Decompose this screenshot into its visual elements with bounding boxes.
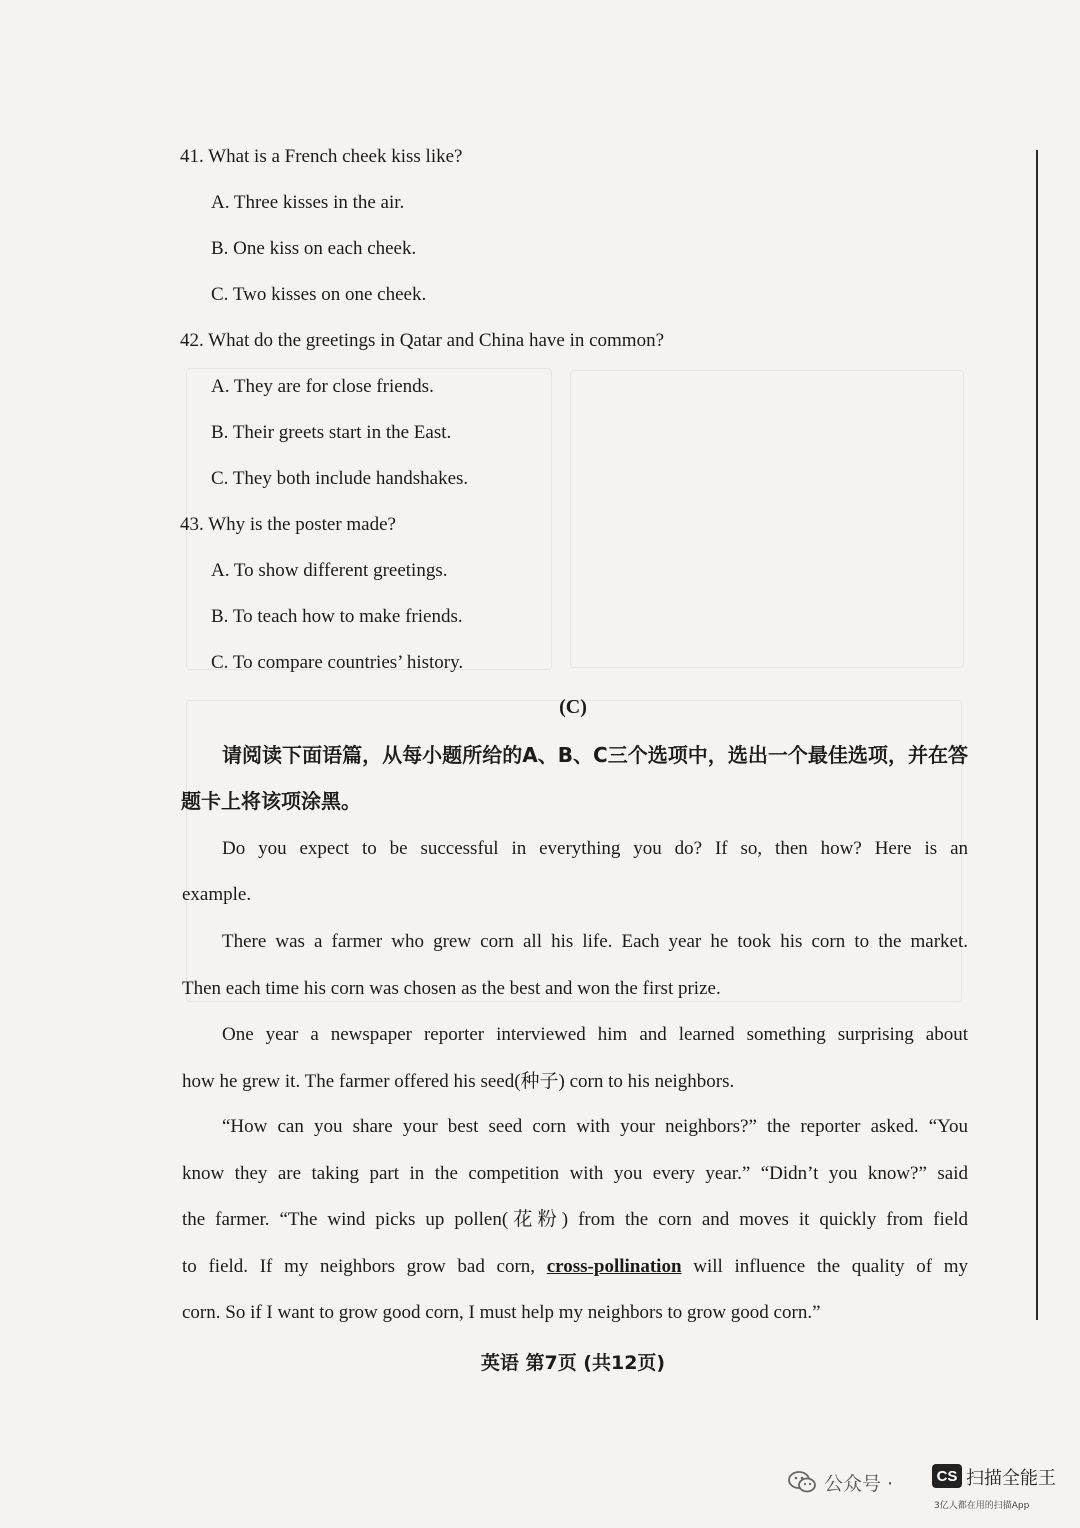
question-41-option-c: C. Two kisses on one cheek. [211,284,427,305]
wechat-watermark [788,1462,893,1502]
bleed-through-box-right [570,370,964,668]
passage-para1-line1: Do you expect to be successful in everything you do? If so, then how? Here is an [222,838,968,859]
passage-para2-line2: Then each time his corn was chosen as the best and won the first prize. [182,978,721,999]
wechat-label: 公众号 · [824,1472,894,1495]
passage-para3-line1: One year a newspaper reporter interviewed him and learned something surprising about [222,1024,968,1045]
question-43-option-a: A. To show different greetings. [211,560,448,581]
question-42-option-a: A. They are for close friends. [211,376,434,397]
question-43-option-b: B. To teach how to make friends. [211,606,463,627]
camscanner-logo-icon: CS [932,1464,962,1488]
passage-para2-line1: There was a farmer who grew corn all his life. Each year he took his corn to the market. [222,931,968,952]
question-41-option-b: B. One kiss on each cheek. [211,238,417,259]
camscanner-name: 扫描全能王 [966,1468,1056,1489]
page-footer: 英语 第7页 (共12页) [480,1352,666,1374]
wechat-icon [788,1470,816,1494]
question-42-option-b: B. Their greets start in the East. [211,422,452,443]
section-c-instruction-line2: 题卡上将该项涂黑。 [181,789,361,813]
section-c-title: (C) [559,696,587,718]
question-42-stem: 42. What do the greetings in Qatar and China have in common? [180,330,665,351]
camscanner-tagline: 3亿人都在用的扫描App [934,1501,1030,1511]
passage-para4-line1: “How can you share your best seed corn with your neighbors?” the reporter asked. “You [222,1116,968,1137]
passage-para3-line2: how he grew it. The farmer offered his seed(种子) corn to his neighbors. [182,1071,735,1092]
question-43-stem: 43. Why is the poster made? [180,514,396,535]
passage-para4-line2: know they are taking part in the competition with you every year.” “Didn’t you know?” said [182,1163,968,1184]
section-c-instruction-line1: 请阅读下面语篇，从每小题所给的A、B、C三个选项中，选出一个最佳选项，并在答 [222,743,968,767]
passage-para4-line4-start: to field. If my neighbors grow bad corn, [182,1256,536,1277]
passage-para4-line4-end: will influence the quality of my [693,1256,969,1277]
question-43-option-c: C. To compare countries’ history. [211,652,464,673]
page-margin-rule [1036,150,1038,1320]
question-42-option-c: C. They both include handshakes. [211,468,469,489]
passage-para4-line4 [182,1254,968,1280]
passage-para4-line5: corn. So if I want to grow good corn, I must help my neighbors to grow good corn.” [182,1302,821,1323]
question-41-stem: 41. What is a French cheek kiss like? [180,146,463,167]
passage-para1-line2: example. [182,884,252,905]
underlined-term-cross-pollination: cross-pollination [546,1256,682,1277]
passage-para4-line3: the farmer. “The wind picks up pollen(花粉) from the corn and moves it quickly from field [182,1209,968,1230]
question-41-option-a: A. Three kisses in the air. [211,192,405,213]
